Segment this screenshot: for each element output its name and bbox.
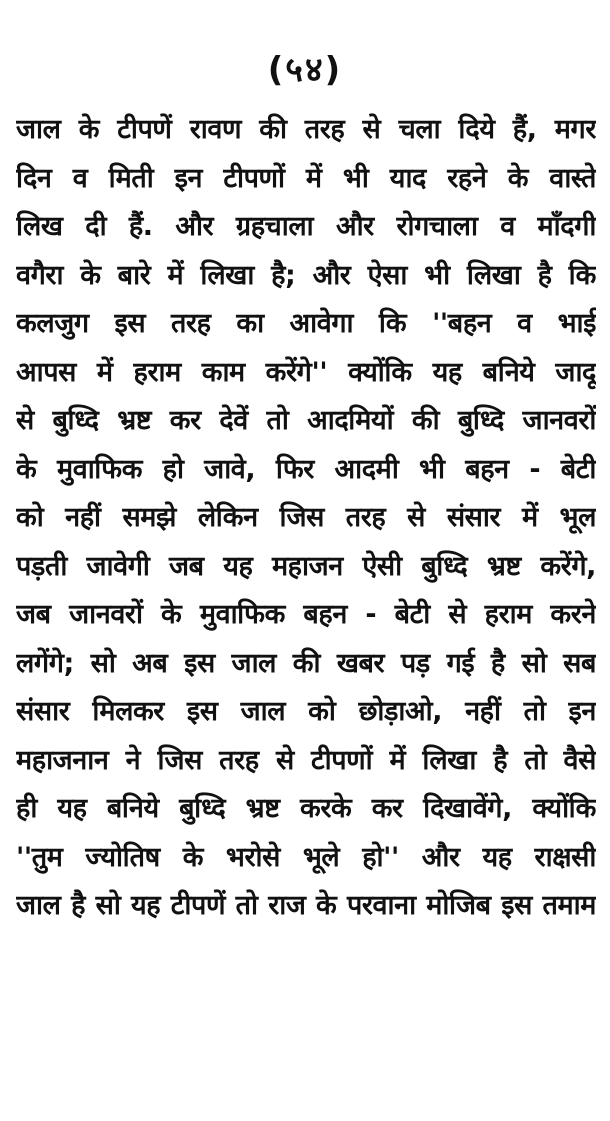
text-line-6: आपस में हराम काम करेंगे'' क्योंकि यह बनिये जादू [16,356,596,388]
body-text [16,106,596,931]
text-line-9: को नहीं समझे लेकिन जिस तरह से संसार में भूल [16,502,596,533]
text-line-15: ही यह बनिये बुध्दि भ्रष्ट करके कर दिखावेंगे, क्योंकि [16,793,596,824]
text-line-2: दिन व मिती इन टीपणों में भी याद रहने के वास्ते [16,162,596,194]
text-line-16: ''तुम ज्योतिष के भरोसे भूले हो'' और यह राक्षसी [16,841,596,873]
text-line-1: जाल के टीपणें रावण की तरह से चला दिये हैं, मगर [16,114,596,145]
page-number: (५४) [267,50,343,90]
text-line-4: वगैरा के बारे में लिखा है; और ऐसा भी लिखा है कि [16,259,596,291]
text-line-14: महाजनान ने जिस तरह से टीपणों में लिखा है तो वैसे [16,744,596,776]
text-line-8: के मुवाफिक हो जावे, फिर आदमी भी बहन - बेटी [16,453,596,485]
text-line-17: जाल है सो यह टीपणें तो राज के परवाना मोजिब इस तमाम [16,890,596,921]
text-line-5: कलजुग इस तरह का आवेगा कि ''बहन व भाई [16,308,596,339]
text-line-11: जब जानवरों के मुवाफिक बहन - बेटी से हराम करने [16,599,596,630]
text-line-10: पड़ती जावेगी जब यह महाजन ऐसी बुध्दि भ्रष्ट करेंगे, [16,550,596,582]
text-line-7: से बुध्दि भ्रष्ट कर देवें तो आदमियों की बुध्दि जानवरों [16,405,596,436]
text-line-3: लिख दी हैं. और ग्रहचाला और रोगचाला व माँदगी [16,211,596,242]
text-line-12: लगेंगे; सो अब इस जाल की खबर पड़ गई है सो सब [16,647,596,679]
text-line-13: संसार मिलकर इस जाल को छोड़ाओ, नहीं तो इन [16,696,596,727]
